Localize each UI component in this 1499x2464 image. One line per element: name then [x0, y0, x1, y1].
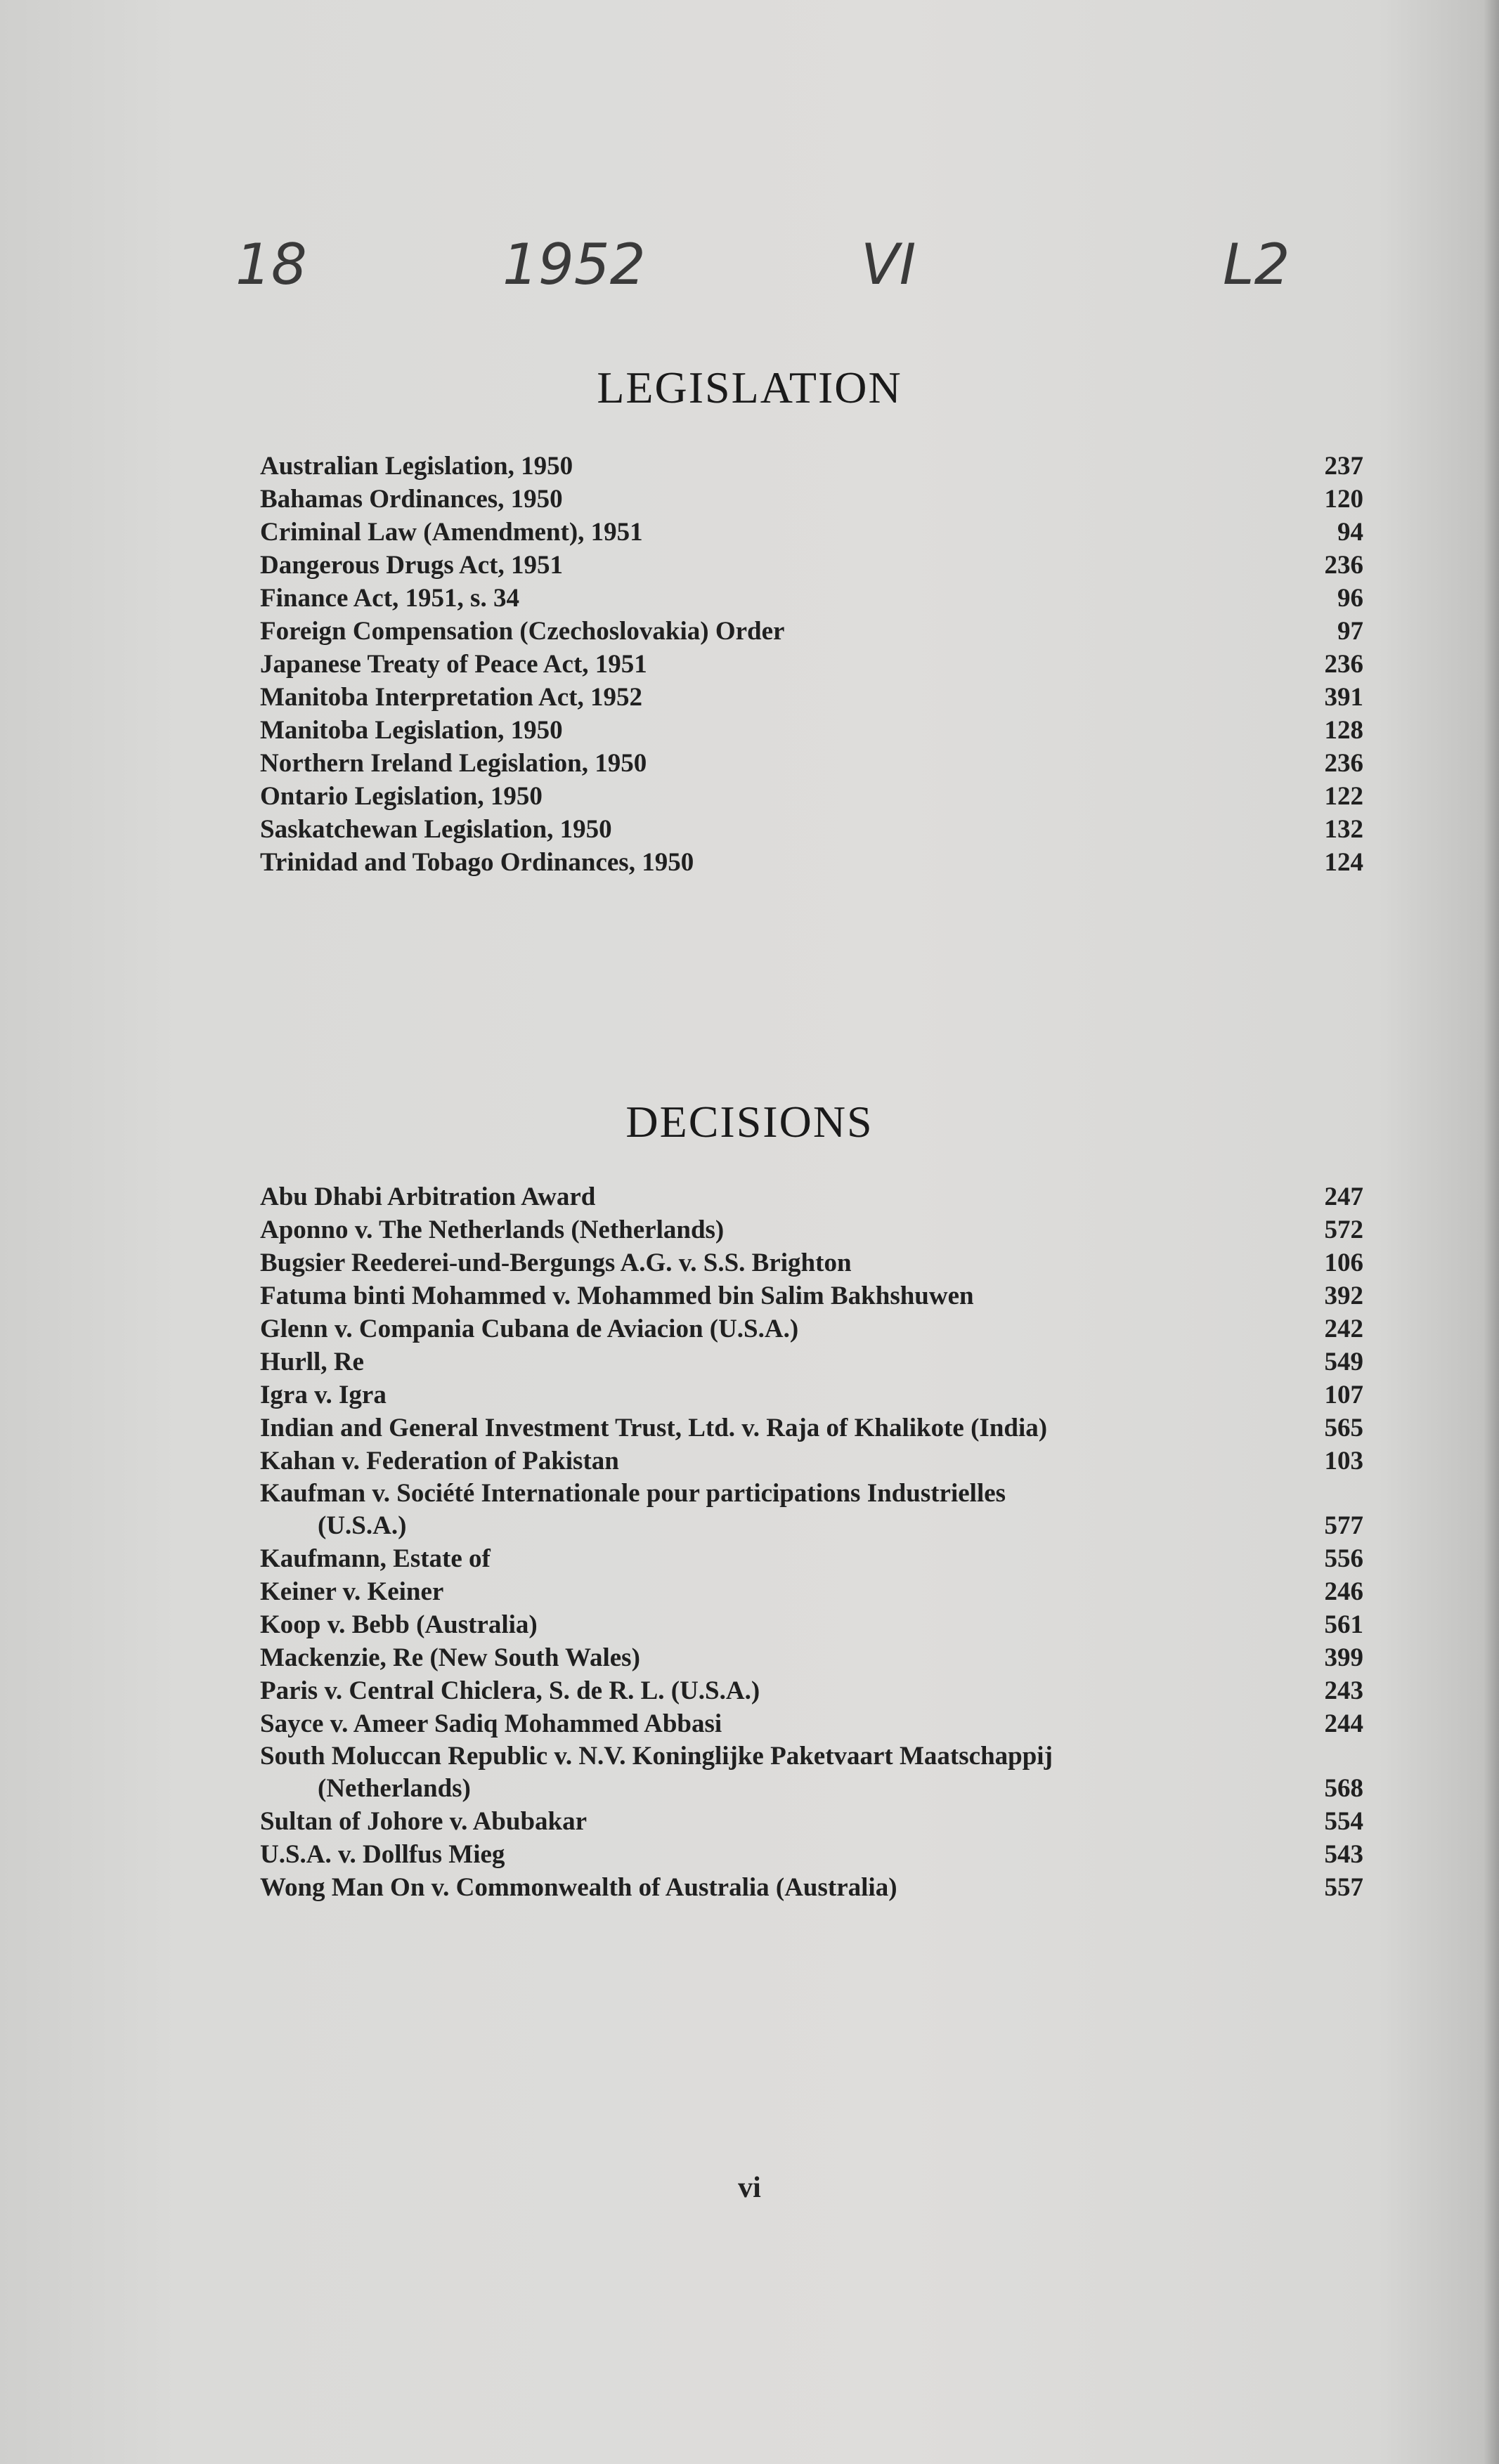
handwritten-annotation-left: 18 — [235, 232, 307, 297]
item-page: 568 — [1324, 1774, 1363, 1803]
item-title: Kaufman v. Société Internationale pour participations Industrielles — [260, 1479, 1006, 1508]
item-title: Aponno v. The Netherlands (Netherlands) — [260, 1215, 725, 1244]
item-title: Australian Legislation, 1950 — [260, 452, 573, 481]
item-page: 94 — [1337, 518, 1363, 547]
list-item — [260, 1542, 1363, 1575]
item-title-wrapper — [260, 1740, 1307, 1805]
item-page: 557 — [1324, 1873, 1363, 1902]
item-page: 572 — [1324, 1215, 1363, 1244]
list-item — [260, 1279, 1363, 1312]
item-page: 246 — [1324, 1577, 1363, 1606]
item-page: 236 — [1324, 749, 1363, 778]
list-item — [260, 1345, 1363, 1378]
legislation-heading: LEGISLATION — [597, 363, 902, 412]
list-item — [260, 813, 1363, 846]
item-title: South Moluccan Republic v. N.V. Koninglijke Paketvaart Maatschappij — [260, 1742, 1053, 1771]
item-title: Fatuma binti Mohammed v. Mohammed bin Salim Bakhshuwen — [260, 1282, 974, 1310]
list-item — [260, 582, 1363, 615]
decisions-list — [260, 1180, 1363, 1904]
item-title: Kaufmann, Estate of — [260, 1544, 491, 1573]
list-item — [260, 549, 1363, 582]
item-title: Saskatchewan Legislation, 1950 — [260, 815, 612, 844]
item-page: 128 — [1324, 716, 1363, 745]
list-item — [260, 1312, 1363, 1345]
item-title: Manitoba Legislation, 1950 — [260, 716, 563, 745]
item-title: U.S.A. v. Dollfus Mieg — [260, 1840, 505, 1869]
item-page: 236 — [1324, 650, 1363, 679]
list-item — [260, 1412, 1363, 1445]
item-title-line2: (U.S.A.) — [318, 1511, 407, 1540]
decisions-heading: DECISIONS — [625, 1097, 874, 1147]
item-page: 237 — [1324, 452, 1363, 481]
item-title: Sayce v. Ameer Sadiq Mohammed Abbasi — [260, 1709, 722, 1738]
item-page: 247 — [1324, 1182, 1363, 1211]
item-title: Ontario Legislation, 1950 — [260, 782, 543, 811]
page-number: vi — [738, 2172, 761, 2204]
list-item — [260, 1213, 1363, 1246]
list-item — [260, 1707, 1363, 1740]
list-item — [260, 747, 1363, 780]
list-item — [260, 648, 1363, 681]
list-item — [260, 1641, 1363, 1674]
item-page: 97 — [1337, 617, 1363, 646]
item-title: Manitoba Interpretation Act, 1952 — [260, 683, 642, 712]
list-item — [260, 1871, 1363, 1904]
list-item — [260, 1838, 1363, 1871]
item-page: 120 — [1324, 485, 1363, 514]
handwritten-annotation-part: L2 — [1223, 232, 1290, 297]
item-page: 577 — [1324, 1511, 1363, 1540]
list-item — [260, 714, 1363, 747]
item-title: Kahan v. Federation of Pakistan — [260, 1447, 619, 1475]
item-page: 132 — [1324, 815, 1363, 844]
legislation-list — [260, 450, 1363, 879]
item-title: Foreign Compensation (Czechoslovakia) Order — [260, 617, 785, 646]
handwritten-annotation-year: 1952 — [502, 232, 646, 297]
list-item — [260, 1445, 1363, 1478]
item-page: 122 — [1324, 782, 1363, 811]
item-page: 106 — [1324, 1249, 1363, 1277]
item-title: Trinidad and Tobago Ordinances, 1950 — [260, 848, 694, 877]
list-item — [260, 780, 1363, 813]
item-page: 391 — [1324, 683, 1363, 712]
item-page: 554 — [1324, 1807, 1363, 1836]
item-title: Bugsier Reederei-und-Bergungs A.G. v. S.S. Brighton — [260, 1249, 852, 1277]
handwritten-annotation-volume: VI — [861, 232, 916, 297]
item-page: 565 — [1324, 1414, 1363, 1442]
item-title: Criminal Law (Amendment), 1951 — [260, 518, 643, 547]
item-page: 392 — [1324, 1282, 1363, 1310]
list-item — [260, 1378, 1363, 1412]
list-item — [260, 516, 1363, 549]
item-page: 96 — [1337, 584, 1363, 613]
list-item — [260, 1805, 1363, 1838]
item-title-wrapper — [260, 1478, 1307, 1542]
list-item — [260, 1608, 1363, 1641]
item-page: 236 — [1324, 551, 1363, 580]
item-title: Sultan of Johore v. Abubakar — [260, 1807, 588, 1836]
item-page: 556 — [1324, 1544, 1363, 1573]
item-title: Finance Act, 1951, s. 34 — [260, 584, 519, 613]
item-title: Japanese Treaty of Peace Act, 1951 — [260, 650, 647, 679]
list-item — [260, 1180, 1363, 1213]
list-item — [260, 681, 1363, 714]
item-page: 561 — [1324, 1610, 1363, 1639]
item-title: Glenn v. Compania Cubana de Aviacion (U.S.A.) — [260, 1315, 799, 1343]
item-title: Dangerous Drugs Act, 1951 — [260, 551, 563, 580]
item-title: Bahamas Ordinances, 1950 — [260, 485, 563, 514]
list-item — [260, 1246, 1363, 1279]
list-item — [260, 483, 1363, 516]
item-page: 243 — [1324, 1676, 1363, 1705]
item-page: 107 — [1324, 1381, 1363, 1409]
item-title: Indian and General Investment Trust, Ltd. v. Raja of Khalikote (India) — [260, 1414, 1048, 1442]
item-title: Paris v. Central Chiclera, S. de R. L. (U.S.A.) — [260, 1676, 760, 1705]
item-page: 124 — [1324, 848, 1363, 877]
item-title: Mackenzie, Re (New South Wales) — [260, 1643, 640, 1672]
list-item — [260, 1478, 1363, 1542]
item-title: Abu Dhabi Arbitration Award — [260, 1182, 596, 1211]
list-item — [260, 846, 1363, 879]
list-item — [260, 1740, 1363, 1805]
item-page: 399 — [1324, 1643, 1363, 1672]
item-title: Northern Ireland Legislation, 1950 — [260, 749, 647, 778]
item-title: Wong Man On v. Commonwealth of Australia (Australia) — [260, 1873, 897, 1902]
item-title: Koop v. Bebb (Australia) — [260, 1610, 538, 1639]
item-page: 244 — [1324, 1709, 1363, 1738]
item-title: Hurll, Re — [260, 1348, 364, 1376]
list-item — [260, 450, 1363, 483]
item-page: 549 — [1324, 1348, 1363, 1376]
list-item — [260, 1575, 1363, 1608]
list-item — [260, 615, 1363, 648]
item-page: 543 — [1324, 1840, 1363, 1869]
list-item — [260, 1674, 1363, 1707]
item-title-line2: (Netherlands) — [318, 1774, 471, 1803]
item-page: 242 — [1324, 1315, 1363, 1343]
item-page: 103 — [1324, 1447, 1363, 1475]
item-title: Igra v. Igra — [260, 1381, 387, 1409]
item-title: Keiner v. Keiner — [260, 1577, 444, 1606]
